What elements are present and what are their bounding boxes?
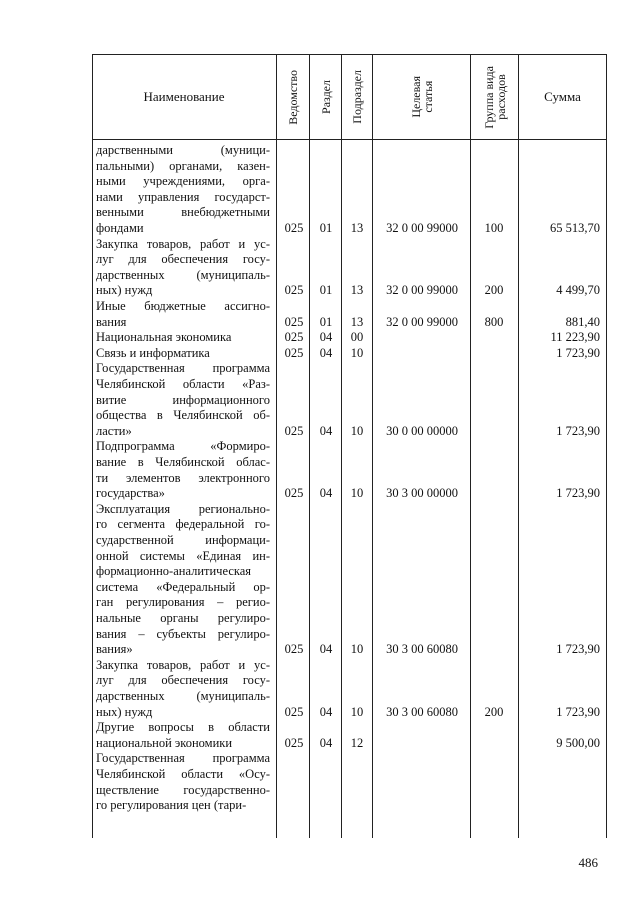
header-vedomstvo: Ведомство [286,69,300,125]
cell-summa: 1 723,90 [556,345,600,360]
page-number: 486 [578,855,598,870]
cell-razdel: 04 [319,330,333,345]
cell-razdel: 04 [319,642,333,657]
header-name: Наименование [143,89,225,104]
row-name-line: ган регулирования – регио- [96,595,270,610]
row-name-line: дарственными (муници- [96,143,270,157]
header-podrazdel: Подраздел [350,70,364,124]
row-name-line: дарственных (муниципаль- [96,267,270,282]
cell-summa: 4 499,70 [556,283,600,298]
cell-summa: 1 723,90 [556,486,600,501]
cell-summa: 11 223,90 [550,330,600,345]
column-divider [276,54,277,838]
row-name-line: вание в Челябинской облас- [96,455,270,469]
row-name-line: система «Федеральный ор- [96,579,270,594]
row-name-line: ществление государственно- [96,782,270,797]
cell-razdel: 01 [319,221,333,235]
cell-summa: 1 723,90 [556,423,600,438]
cell-summa: 1 723,90 [556,704,600,719]
row-name-line: вания – субъекты регулиро- [96,626,270,641]
cell-vedomstvo: 025 [284,486,304,501]
row-name-line: ными учреждениями, орга- [96,174,270,189]
row-name-line: луг для обеспечения госу- [96,673,270,688]
cell-celevaya-statya: 30 3 00 60080 [386,642,458,657]
row-name-line: дарственных (муниципаль- [96,689,270,703]
column-divider [372,54,373,838]
column-divider [341,54,342,838]
row-name-line: сударственной информаци- [96,533,270,547]
cell-celevaya-statya: 30 3 00 00000 [386,486,458,501]
cell-summa: 1 723,90 [556,642,600,657]
cell-vedomstvo: 025 [284,221,304,235]
cell-celevaya-statya: 30 0 00 00000 [386,423,458,438]
row-name-line: Эксплуатация регионально- [96,501,270,516]
row-name-line: Закупка товаров, работ и ус- [96,657,270,672]
row-name-line: Государственная программа [96,751,270,766]
row-name-line: Челябинской области «Раз- [96,377,270,391]
row-name-line: вания» [96,642,133,657]
row-name-line: нами управления государст- [96,189,270,204]
row-name-line: общества в Челябинской об- [96,408,270,423]
cell-summa: 9 500,00 [556,735,600,750]
cell-gruppa: 100 [484,221,504,235]
row-name-line: Другие вопросы в области [96,720,270,735]
row-name-line: государства» [96,486,165,501]
cell-vedomstvo: 025 [284,704,304,719]
cell-celevaya-statya: 30 3 00 60080 [386,704,458,719]
cell-podrazdel: 00 [350,330,364,345]
column-divider [518,54,519,838]
header-gruppa-vida-raskhodov: Группа вида расходов [481,65,508,129]
row-name-line: ласти» [96,423,132,438]
row-name-line: фондами [96,221,144,235]
cell-gruppa: 200 [484,283,504,298]
cell-gruppa: 800 [484,314,504,329]
row-name-line: Государственная программа [96,361,270,376]
row-name-line: нальные органы регулиро- [96,611,270,625]
cell-razdel: 04 [319,486,333,501]
header-summa: Сумма [544,89,581,104]
cell-razdel: 04 [319,345,333,360]
row-name-line: Закупка товаров, работ и ус- [96,236,270,251]
row-name-line: Подпрограмма «Формиро- [96,439,270,454]
cell-podrazdel: 13 [350,283,364,298]
cell-celevaya-statya: 32 0 00 99000 [386,283,458,298]
cell-vedomstvo: 025 [284,345,304,360]
row-name-line: онной системы «Единая ин- [96,548,270,563]
cell-podrazdel: 13 [350,314,364,329]
cell-vedomstvo: 025 [284,314,304,329]
cell-razdel: 04 [319,704,333,719]
cell-vedomstvo: 025 [284,642,304,657]
cell-podrazdel: 10 [350,423,364,438]
cell-vedomstvo: 025 [284,735,304,750]
header-razdel: Раздел [318,80,333,114]
cell-vedomstvo: 025 [284,423,304,438]
cell-podrazdel: 10 [350,704,364,719]
cell-celevaya-statya: 32 0 00 99000 [386,221,458,235]
cell-summa: 65 513,70 [550,221,600,235]
row-name-line: Челябинской области «Осу- [96,767,270,781]
table-left-border [92,54,93,838]
row-name-line: ти элементов электронного [96,470,270,485]
row-name-line: вания [96,314,127,329]
column-divider [470,54,471,838]
cell-podrazdel: 13 [350,221,364,235]
cell-razdel: 01 [319,283,333,298]
table-right-border [606,54,607,838]
column-divider [309,54,310,838]
row-name-line: го сегмента федеральной го- [96,517,270,532]
cell-summa: 881,40 [565,314,600,329]
row-name-line: формационно-аналитическая [96,564,252,579]
row-name-line: национальной экономики [96,735,233,750]
cell-razdel: 04 [319,423,333,438]
row-name-line: витие информационного [96,392,270,407]
cell-podrazdel: 10 [350,486,364,501]
row-name-line: го регулирования цен (тари- [96,798,247,813]
cell-razdel: 01 [319,314,333,329]
row-name-line: венными внебюджетными [96,205,270,220]
cell-celevaya-statya: 32 0 00 99000 [386,314,458,329]
row-name-line: ных) нужд [96,283,153,298]
cell-podrazdel: 12 [350,735,364,750]
cell-gruppa: 200 [484,704,504,719]
row-name-line: Иные бюджетные ассигно- [96,299,270,313]
row-name-line: Национальная экономика [96,330,232,345]
cell-podrazdel: 10 [350,642,364,657]
row-name-line: луг для обеспечения госу- [96,252,270,267]
cell-podrazdel: 10 [350,345,364,360]
row-name-line: Связь и информатика [96,345,210,360]
row-name-line: пальными) органами, казен- [96,158,270,173]
cell-vedomstvo: 025 [284,330,304,345]
cell-razdel: 04 [319,735,333,750]
cell-vedomstvo: 025 [284,283,304,298]
header-celevaya-statya: Целевая статья [408,76,435,118]
row-name-line: ных) нужд [96,704,153,719]
